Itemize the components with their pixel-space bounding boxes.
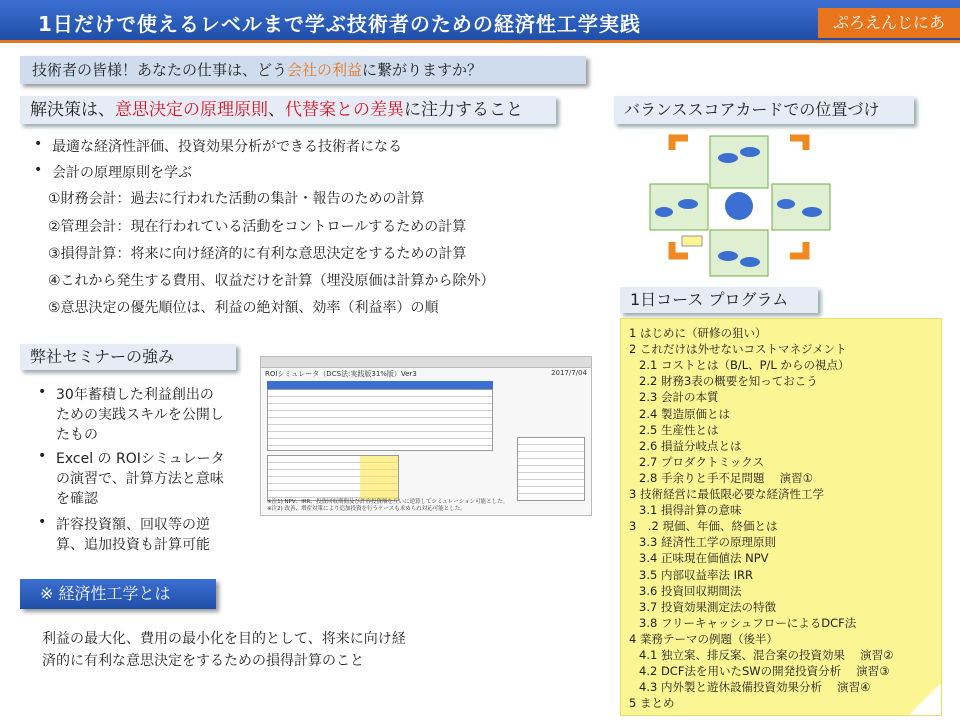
program-item: 3.1 損得計算の意味 — [639, 503, 742, 518]
page-title: 1日だけで使えるレベルまで学ぶ技術者のための経済性工学実践 — [38, 12, 641, 36]
program-item: 4.2 DCF法を用いたSWの開発投資分析 演習③ — [639, 664, 890, 679]
balanced-scorecard-diagram — [640, 132, 840, 282]
solution-heading: 解決策は、意思決定の原理原則、代替案との差異に注力すること — [20, 96, 556, 124]
definition-line: 利益の最大化、費用の最小化を目的として、将来に向け経 — [42, 631, 406, 647]
program-heading: 1日コース プログラム — [620, 287, 818, 313]
program-item: 2.5 生産性とは — [639, 422, 719, 437]
solution-item: ③損得計算：将来に向け経済的に有利な意思決定をするための計算 — [48, 246, 467, 262]
program-item: 5 まとめ — [629, 696, 675, 711]
learning-perspective-box — [650, 184, 708, 230]
sheet-notes: ※注1) NPV、IRR、投資回収期間及び許容投資額を互いに逆算してシミュレーション可能とした。 ※注2) 改善、増産対策により追加投資を行うケースも求められ対応可能とした。 — [267, 499, 509, 512]
arrow-icon — [672, 138, 688, 150]
solution-item: ⑤意思決定の優先順位は、利益の絶対額、効率（利益率）の順 — [48, 300, 439, 316]
program-item: 3.4 正味現在価値法 NPV — [639, 551, 769, 566]
roi-simulator-screenshot — [260, 356, 592, 516]
sheet-column-header — [261, 357, 591, 368]
definition-heading: ※ 経済性工学とは — [20, 579, 216, 609]
program-item: 3 .2 現価、年価、終価とは — [629, 519, 778, 534]
seminar-item: • 30年蓄積した利益創出の ための実践スキルを公開し たもの — [56, 384, 224, 444]
program-item: 1 はじめに（研修の狙い） — [629, 326, 767, 340]
program-item: 2 これだけは外せないコストマネジメント — [629, 342, 847, 357]
program-item: 2.2 財務3表の概要を知っておこう — [639, 374, 818, 389]
program-item: 2.7 プロダクトミックス — [639, 454, 765, 469]
program-item: 2.4 製造原価とは — [639, 406, 730, 421]
seminar-item: • 許容投資額、回収等の逆 算、追加投資も計算可能 — [56, 514, 210, 554]
bsc-heading: バランススコアカードでの位置づけ — [614, 96, 914, 124]
program-item: 3.3 経済性工学の原理原則 — [639, 535, 776, 550]
solution-item: ④これから発生する費用、収益だけを計算（埋没原価は計算から除外） — [48, 273, 495, 289]
program-item: 4 業務テーマの例題（後半） — [629, 631, 778, 646]
program-item: 2.3 会計の本質 — [639, 390, 719, 405]
program-item: 3.5 内部収益率法 IRR — [639, 567, 753, 582]
vision-circle — [725, 192, 753, 220]
program-item: 4.1 独立案、排反案、混合案の投資効果 演習② — [639, 648, 894, 662]
brand-badge: ぷろえんじにあ — [818, 8, 960, 38]
seminar-heading: 弊社セミナーの強み — [20, 344, 236, 370]
sheet-side-table — [517, 437, 585, 501]
program-item: 2.1 コストとは（B/L、P/L からの視点） — [639, 358, 850, 373]
definition-line: 済的に有利な意思決定をするための損得計算のこと — [42, 653, 364, 669]
rd-tag — [682, 236, 702, 246]
program-item: 4.3 内外製と遊休設備投資効果分析 演習④ — [639, 680, 871, 695]
solution-item: ②管理会計：現在行われている活動をコントロールするための計算 — [48, 219, 467, 235]
sheet-input-table — [267, 455, 399, 501]
process-perspective-box — [710, 230, 768, 276]
sheet-title-row: ROIシミュレータ（DCS法:実践版31%版）Ver3 2017/7/04 — [265, 369, 587, 378]
page-curl — [909, 683, 941, 715]
arrow-icon — [790, 242, 806, 256]
solution-item: ①財務会計：過去に行われた活動の集計・報告のための計算 — [48, 191, 425, 207]
sheet-table — [267, 381, 493, 451]
question-banner: 技術者の皆様！あなたの仕事は、どう会社の利益に繋がりますか？ — [20, 56, 586, 84]
program-item: 3.6 投資回収期間法 — [639, 583, 742, 598]
solution-item: • 最適な経済性評価、投資効果分析ができる技術者になる — [52, 136, 402, 156]
program-note — [620, 318, 942, 716]
program-item: 3.8 フリーキャッシュフローによるDCF法 — [639, 615, 857, 630]
financial-perspective-box — [710, 136, 768, 188]
arrow-icon — [790, 138, 806, 150]
header-divider — [0, 40, 960, 43]
solution-item: • 会計の原理原則を学ぶ — [52, 162, 192, 182]
program-item: 2.8 手余りと手不足問題 演習① — [639, 470, 813, 485]
program-item: 3 技術経営に最低限必要な経済性工学 — [629, 487, 824, 501]
seminar-item: • Excel の ROIシミュレータ の演習で、計算方法と意味 を確認 — [56, 448, 225, 508]
program-item: 3.7 投資効果測定法の特徴 — [639, 599, 776, 614]
program-item: 2.6 損益分岐点とは — [639, 438, 742, 453]
